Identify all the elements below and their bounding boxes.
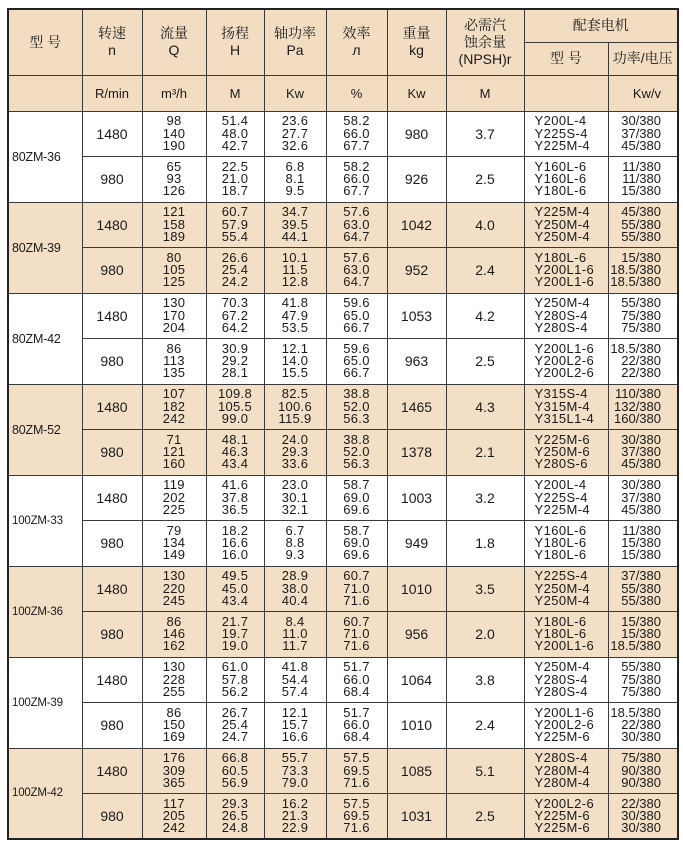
header-npsh: 必需汽 蚀余量 (NPSH)r <box>446 9 524 75</box>
motor-power-cell: 11/380 11/380 15/380 <box>608 157 678 203</box>
flow-cell: 130 170 204 <box>142 293 206 339</box>
head-cell: 109.8 105.5 99.0 <box>206 384 264 430</box>
motor-model-cell: Y180L-6 Y180L-6 Y200L1-6 <box>524 612 608 658</box>
header-motor-power: 功率/电压 <box>608 42 678 75</box>
header-motor-model: 型 号 <box>524 42 608 75</box>
flow-cell: 86 150 169 <box>142 703 206 749</box>
unit-npsh: M <box>446 75 524 111</box>
speed-cell: 980 <box>82 339 142 385</box>
unit-shaft-power: Kw <box>264 75 326 111</box>
unit-motor-power: Kw/v <box>608 75 678 111</box>
pump-model-cell: 100ZM-33 <box>8 475 82 566</box>
efficiency-cell: 38.8 52.0 56.3 <box>326 430 387 476</box>
header-speed: 转速 n <box>82 9 142 75</box>
table-row <box>8 521 678 567</box>
npsh-cell: 2.5 <box>446 339 524 385</box>
pump-model-cell: 80ZM-52 <box>8 384 82 475</box>
table-row <box>8 248 678 294</box>
flow-cell: 121 158 189 <box>142 202 206 248</box>
pump-model-cell: 100ZM-36 <box>8 566 82 657</box>
table-row <box>8 748 678 794</box>
motor-power-cell: 30/380 37/380 45/380 <box>608 111 678 157</box>
head-cell: 41.6 37.8 36.5 <box>206 475 264 521</box>
motor-power-cell: 37/380 55/380 55/380 <box>608 566 678 612</box>
flow-cell: 119 202 225 <box>142 475 206 521</box>
weight-cell: 926 <box>387 157 446 203</box>
npsh-cell: 4.0 <box>446 202 524 248</box>
head-cell: 29.3 26.5 24.8 <box>206 794 264 840</box>
npsh-cell: 2.5 <box>446 157 524 203</box>
npsh-cell: 3.5 <box>446 566 524 612</box>
weight-cell: 1378 <box>387 430 446 476</box>
motor-power-cell: 75/380 90/380 90/380 <box>608 748 678 794</box>
flow-cell: 176 309 365 <box>142 748 206 794</box>
pump-spec-table <box>7 8 679 840</box>
shaft-power-cell: 23.0 30.1 32.1 <box>264 475 326 521</box>
motor-model-cell: Y200L1-6 Y200L2-6 Y200L2-6 <box>524 339 608 385</box>
motor-model-cell: Y160L-6 Y160L-6 Y180L-6 <box>524 157 608 203</box>
table-body <box>8 111 678 839</box>
speed-cell: 1480 <box>82 566 142 612</box>
motor-model-cell: Y200L-4 Y225S-4 Y225M-4 <box>524 475 608 521</box>
weight-cell: 949 <box>387 521 446 567</box>
npsh-cell: 5.1 <box>446 748 524 794</box>
motor-power-cell: 18.5/380 22/380 22/380 <box>608 339 678 385</box>
flow-cell: 65 93 126 <box>142 157 206 203</box>
table-row <box>8 612 678 658</box>
efficiency-cell: 60.7 71.0 71.6 <box>326 612 387 658</box>
npsh-cell: 2.5 <box>446 794 524 840</box>
header-flow: 流量 Q <box>142 9 206 75</box>
flow-cell: 86 113 135 <box>142 339 206 385</box>
motor-model-cell: Y200L1-6 Y200L2-6 Y225M-6 <box>524 703 608 749</box>
header-efficiency: 效率 л <box>326 9 387 75</box>
shaft-power-cell: 55.7 73.3 79.0 <box>264 748 326 794</box>
unit-efficiency: % <box>326 75 387 111</box>
speed-cell: 1480 <box>82 111 142 157</box>
head-cell: 70.3 67.2 64.2 <box>206 293 264 339</box>
unit-speed: R/min <box>82 75 142 111</box>
flow-cell: 71 121 160 <box>142 430 206 476</box>
table-row <box>8 339 678 385</box>
efficiency-cell: 58.7 69.0 69.6 <box>326 475 387 521</box>
speed-cell: 1480 <box>82 748 142 794</box>
efficiency-cell: 60.7 71.0 71.6 <box>326 566 387 612</box>
speed-cell: 1480 <box>82 202 142 248</box>
speed-cell: 1480 <box>82 657 142 703</box>
flow-cell: 130 228 255 <box>142 657 206 703</box>
motor-model-cell: Y160L-6 Y180L-6 Y180L-6 <box>524 521 608 567</box>
motor-model-cell: Y200L2-6 Y225M-6 Y225M-6 <box>524 794 608 840</box>
motor-power-cell: 11/380 15/380 15/380 <box>608 521 678 567</box>
table-row <box>8 111 678 157</box>
header-head: 扬程 H <box>206 9 264 75</box>
shaft-power-cell: 8.4 11.0 11.7 <box>264 612 326 658</box>
table-row <box>8 430 678 476</box>
speed-cell: 1480 <box>82 475 142 521</box>
npsh-cell: 4.2 <box>446 293 524 339</box>
npsh-cell: 1.8 <box>446 521 524 567</box>
table-row <box>8 293 678 339</box>
weight-cell: 1064 <box>387 657 446 703</box>
efficiency-cell: 59.6 65.0 66.7 <box>326 293 387 339</box>
flow-cell: 79 134 149 <box>142 521 206 567</box>
shaft-power-cell: 24.0 29.3 33.6 <box>264 430 326 476</box>
shaft-power-cell: 10.1 11.5 12.8 <box>264 248 326 294</box>
table-row <box>8 475 678 521</box>
efficiency-cell: 38.8 52.0 56.3 <box>326 384 387 430</box>
npsh-cell: 4.3 <box>446 384 524 430</box>
motor-model-cell: Y225M-4 Y250M-4 Y250M-4 <box>524 202 608 248</box>
npsh-cell: 3.8 <box>446 657 524 703</box>
unit-flow: m³/h <box>142 75 206 111</box>
flow-cell: 80 105 125 <box>142 248 206 294</box>
head-cell: 66.8 60.5 56.9 <box>206 748 264 794</box>
motor-model-cell: Y280S-4 Y280M-4 Y280M-4 <box>524 748 608 794</box>
motor-model-cell: Y250M-4 Y280S-4 Y280S-4 <box>524 657 608 703</box>
weight-cell: 1031 <box>387 794 446 840</box>
header-motor-group: 配套电机 <box>524 9 678 42</box>
head-cell: 30.9 29.2 28.1 <box>206 339 264 385</box>
pump-model-cell: 100ZM-39 <box>8 657 82 748</box>
pump-model-cell: 80ZM-36 <box>8 111 82 202</box>
weight-cell: 1042 <box>387 202 446 248</box>
efficiency-cell: 51.7 66.0 68.4 <box>326 657 387 703</box>
npsh-cell: 2.4 <box>446 703 524 749</box>
header-model: 型 号 <box>8 9 82 75</box>
motor-power-cell: 18.5/380 22/380 30/380 <box>608 703 678 749</box>
efficiency-cell: 57.5 69.5 71.6 <box>326 748 387 794</box>
motor-model-cell: Y250M-4 Y280S-4 Y280S-4 <box>524 293 608 339</box>
table-header <box>8 9 678 111</box>
shaft-power-cell: 41.8 47.9 53.5 <box>264 293 326 339</box>
flow-cell: 130 220 245 <box>142 566 206 612</box>
speed-cell: 980 <box>82 430 142 476</box>
head-cell: 22.5 21.0 18.7 <box>206 157 264 203</box>
motor-model-cell: Y315S-4 Y315M-4 Y315L1-4 <box>524 384 608 430</box>
table-row <box>8 657 678 703</box>
header-weight: 重量 kg <box>387 9 446 75</box>
npsh-cell: 3.2 <box>446 475 524 521</box>
shaft-power-cell: 12.1 15.7 16.6 <box>264 703 326 749</box>
table-row <box>8 202 678 248</box>
weight-cell: 980 <box>387 111 446 157</box>
pump-model-cell: 100ZM-42 <box>8 748 82 839</box>
pump-model-cell: 80ZM-42 <box>8 293 82 384</box>
speed-cell: 1480 <box>82 384 142 430</box>
pump-model-cell: 80ZM-39 <box>8 202 82 293</box>
head-cell: 60.7 57.9 55.4 <box>206 202 264 248</box>
flow-cell: 117 205 242 <box>142 794 206 840</box>
weight-cell: 1010 <box>387 703 446 749</box>
motor-model-cell: Y200L-4 Y225S-4 Y225M-4 <box>524 111 608 157</box>
efficiency-cell: 51.7 66.0 68.4 <box>326 703 387 749</box>
efficiency-cell: 58.7 69.0 69.6 <box>326 521 387 567</box>
motor-power-cell: 55/380 75/380 75/380 <box>608 293 678 339</box>
flow-cell: 98 140 190 <box>142 111 206 157</box>
shaft-power-cell: 34.7 39.5 44.1 <box>264 202 326 248</box>
head-cell: 26.7 25.4 24.7 <box>206 703 264 749</box>
shaft-power-cell: 6.8 8.1 9.5 <box>264 157 326 203</box>
weight-cell: 1465 <box>387 384 446 430</box>
shaft-power-cell: 82.5 100.6 115.9 <box>264 384 326 430</box>
motor-model-cell: Y225S-4 Y250M-4 Y250M-4 <box>524 566 608 612</box>
head-cell: 21.7 19.7 19.0 <box>206 612 264 658</box>
motor-power-cell: 15/380 15/380 18.5/380 <box>608 612 678 658</box>
efficiency-cell: 57.6 63.0 64.7 <box>326 248 387 294</box>
speed-cell: 980 <box>82 157 142 203</box>
motor-power-cell: 15/380 18.5/380 18.5/380 <box>608 248 678 294</box>
weight-cell: 1003 <box>387 475 446 521</box>
shaft-power-cell: 6.7 8.8 9.3 <box>264 521 326 567</box>
flow-cell: 86 146 162 <box>142 612 206 658</box>
motor-power-cell: 45/380 55/380 55/380 <box>608 202 678 248</box>
npsh-cell: 2.4 <box>446 248 524 294</box>
efficiency-cell: 59.6 65.0 66.7 <box>326 339 387 385</box>
unit-weight: Kw <box>387 75 446 111</box>
weight-cell: 1010 <box>387 566 446 612</box>
header-shaft-power: 轴功率 Pa <box>264 9 326 75</box>
efficiency-cell: 58.2 66.0 67.7 <box>326 157 387 203</box>
table-row <box>8 703 678 749</box>
speed-cell: 980 <box>82 794 142 840</box>
motor-power-cell: 22/380 30/380 30/380 <box>608 794 678 840</box>
unit-motor-model <box>524 75 608 111</box>
table-row <box>8 794 678 840</box>
unit-head: M <box>206 75 264 111</box>
table-row <box>8 157 678 203</box>
motor-power-cell: 55/380 75/380 75/380 <box>608 657 678 703</box>
head-cell: 26.6 25.4 24.2 <box>206 248 264 294</box>
motor-power-cell: 30/380 37/380 45/380 <box>608 430 678 476</box>
table-row <box>8 384 678 430</box>
weight-cell: 963 <box>387 339 446 385</box>
efficiency-cell: 58.2 66.0 67.7 <box>326 111 387 157</box>
shaft-power-cell: 16.2 21.3 22.9 <box>264 794 326 840</box>
speed-cell: 1480 <box>82 293 142 339</box>
npsh-cell: 2.0 <box>446 612 524 658</box>
speed-cell: 980 <box>82 248 142 294</box>
npsh-cell: 2.1 <box>446 430 524 476</box>
motor-model-cell: Y180L-6 Y200L1-6 Y200L1-6 <box>524 248 608 294</box>
head-cell: 49.5 45.0 43.4 <box>206 566 264 612</box>
speed-cell: 980 <box>82 521 142 567</box>
shaft-power-cell: 28.9 38.0 40.4 <box>264 566 326 612</box>
head-cell: 51.4 48.0 42.7 <box>206 111 264 157</box>
weight-cell: 956 <box>387 612 446 658</box>
shaft-power-cell: 12.1 14.0 15.5 <box>264 339 326 385</box>
motor-power-cell: 30/380 37/380 45/380 <box>608 475 678 521</box>
weight-cell: 1053 <box>387 293 446 339</box>
weight-cell: 1085 <box>387 748 446 794</box>
motor-power-cell: 110/380 132/380 160/380 <box>608 384 678 430</box>
speed-cell: 980 <box>82 703 142 749</box>
shaft-power-cell: 23.6 27.7 32.6 <box>264 111 326 157</box>
efficiency-cell: 57.6 63.0 64.7 <box>326 202 387 248</box>
head-cell: 48.1 46.3 43.4 <box>206 430 264 476</box>
table-row <box>8 566 678 612</box>
motor-model-cell: Y225M-6 Y250M-6 Y280S-6 <box>524 430 608 476</box>
speed-cell: 980 <box>82 612 142 658</box>
efficiency-cell: 57.5 69.5 71.6 <box>326 794 387 840</box>
weight-cell: 952 <box>387 248 446 294</box>
npsh-cell: 3.7 <box>446 111 524 157</box>
unit-model <box>8 75 82 111</box>
head-cell: 61.0 57.8 56.2 <box>206 657 264 703</box>
shaft-power-cell: 41.8 54.4 57.4 <box>264 657 326 703</box>
head-cell: 18.2 16.6 16.0 <box>206 521 264 567</box>
flow-cell: 107 182 242 <box>142 384 206 430</box>
